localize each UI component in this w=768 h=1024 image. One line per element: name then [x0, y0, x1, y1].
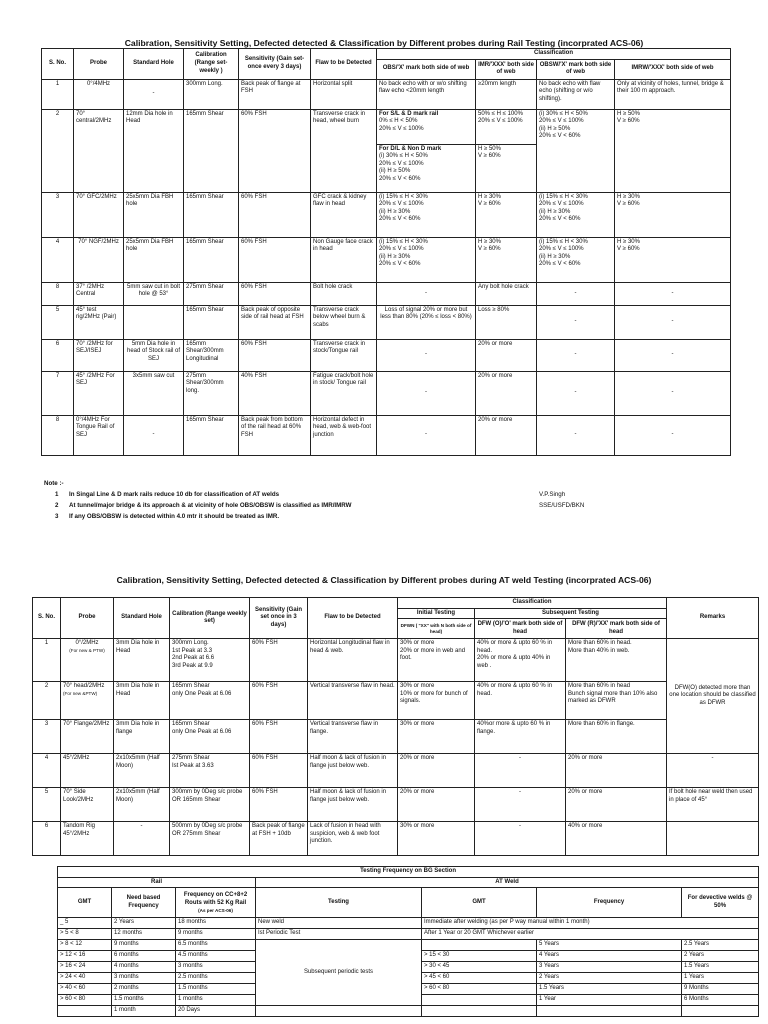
table-row — [42, 371, 731, 415]
cell-sno: 1 — [33, 639, 61, 682]
table-row — [42, 305, 731, 339]
cell-weld-gmt — [422, 940, 537, 951]
cell-calibration: 275mm Shear Ist Peak at 3.63 — [170, 754, 250, 788]
header-defective-welds: For devective welds @ 50% — [682, 888, 759, 918]
cell-calibration: 165mm Shear — [184, 192, 239, 237]
cell-flaw: Vertical transverse flaw in head. — [308, 682, 398, 720]
cell-sensitivity: 60% FSH — [239, 339, 311, 371]
cell-probe: 70° Flange/2MHz — [61, 720, 114, 754]
header-flaw: Flaw to be Detected — [311, 49, 377, 80]
cell-calibration: 165mm Shear — [184, 237, 239, 282]
cell-hole: 5mm saw cut in bolt hole @ 53° — [124, 282, 184, 305]
cell-obs: - — [377, 339, 476, 371]
header-probe: Probe — [74, 49, 124, 80]
cell-weld-gmt: > 30 < 45 — [422, 962, 537, 973]
table-row — [33, 682, 759, 720]
cell-flaw: Bolt hole crack — [311, 282, 377, 305]
cell-calibration: 165mm Shear — [184, 415, 239, 455]
cell-dfwo: - — [475, 754, 566, 788]
header-initial-testing: Initial Testing — [398, 608, 475, 619]
rail-type-label: For D/L & Non D mark — [379, 145, 442, 152]
header-testing: Testing — [256, 888, 422, 918]
header-imr: IMR/'XXX' both side of web — [476, 59, 537, 79]
cell-gmt: > 16 < 24 — [58, 962, 112, 973]
cell-hole: 3mm Dia hole in flange — [114, 720, 170, 754]
cell-calibration: 275mm Shear/300mm long. — [184, 371, 239, 415]
header-gmt: GMT — [58, 888, 112, 918]
header-sensitivity: Sensitivity (Gain set-once every 3 days) — [239, 49, 311, 80]
header-dfwo: DFW (O)/'O' mark both side of head — [475, 619, 566, 639]
cell-sensitivity: 60% FSH — [250, 754, 308, 788]
header-obs: OBS/'X' mark both side of web — [377, 59, 476, 79]
table-row — [42, 282, 731, 305]
cell-weld-frequency: 1.5 Years — [537, 984, 682, 995]
cell-hole: 3mm Dia hole in Head — [114, 639, 170, 682]
cell-imr: 50% ≤ H ≤ 100% 20% ≤ V ≤ 100% — [476, 109, 537, 144]
cell-sno: 4 — [42, 237, 74, 282]
cell-weld-frequency: After 1 Year or 20 GMT Whichever earlier — [422, 929, 759, 940]
cell-dfwn: 20% or more — [398, 754, 475, 788]
cell-sno: 3 — [33, 720, 61, 754]
cell-need-based: 6 months — [112, 951, 176, 962]
signatory-name: V.P.Singh — [539, 491, 566, 498]
cell-hole: 3mm Dia hole in Head — [114, 682, 170, 720]
cell-obs: Loss of signal 20% or more but less than 80% (20% ≤ loss < 80%) — [377, 305, 476, 339]
cell-hole: 5mm Dia hole in head of Stock rail of SEJ — [124, 339, 184, 371]
cell-probe: 0°/4MHz For Tongue Rail of SEJ — [74, 415, 124, 455]
cell-obs: (i) 15% ≤ H < 30% 20% ≤ V ≤ 100% (ii) H ≥ 30% 20% ≤ V < 60% — [377, 237, 476, 282]
header-sno: S. No. — [42, 49, 74, 80]
note-number: 2 — [55, 502, 59, 509]
note-item — [44, 511, 744, 522]
cell-dfwn: 30% or more — [398, 720, 475, 754]
cell-sno: 5 — [33, 788, 61, 822]
cell-dfwn: 20% or more — [398, 788, 475, 822]
cell-weld-frequency: 5 Years — [537, 940, 682, 951]
route-frequency-note: (As per ACS-06) — [198, 907, 233, 913]
header-route-frequency — [176, 888, 256, 918]
header-classification: Classification — [377, 49, 731, 60]
cell-obsw: - — [537, 282, 615, 305]
cell-need-based: 2 Years — [112, 918, 176, 929]
obs-range: 0% ≤ H < 50% 20% ≤ V ≤ 100% — [379, 118, 424, 132]
notes-heading: Note :- — [44, 480, 64, 487]
header-standard-hole: Standard Hole — [124, 49, 184, 80]
rail-header: Rail — [58, 877, 256, 888]
cell-dfwr: 20% or more — [566, 788, 667, 822]
cell-weld-frequency: Immediate after welding (as per P way manual within 1 month) — [422, 918, 759, 929]
cell-sensitivity: 60% FSH — [239, 109, 311, 192]
cell-obsw: (i) 15% ≤ H < 30% 20% ≤ V ≤ 100% (ii) H ≥ 30% 20% ≤ V < 60% — [537, 237, 615, 282]
cell-defective-frequency: 2.5 Years — [682, 940, 759, 951]
cell-flaw: Transverse crack below wheel burn & scabs — [311, 305, 377, 339]
weld-testing-title: Calibration, Sensitivity Setting, Defected detected & Classification by Different probes during AT weld Testing (incorprated ACS-06) — [116, 575, 652, 585]
cell-gmt: > 8 < 12 — [58, 940, 112, 951]
cell-dfwn: 30% or more 20% or more in web and foot. — [398, 639, 475, 682]
cell-imr: H ≥ 30% V ≥ 60% — [476, 192, 537, 237]
cell-obs: - — [377, 415, 476, 455]
table-row — [33, 788, 759, 822]
cell-dfwn: 30% or more 10% or more for bunch of signals. — [398, 682, 475, 720]
cell-probe: 45°/2MHz — [61, 754, 114, 788]
cell-dfwr: More than 60% in head. More than 40% in web. — [566, 639, 667, 682]
cell-gmt: > 60 < 80 — [58, 995, 112, 1006]
cell-probe: 0°/4MHz — [74, 79, 124, 109]
cell-gmt: > 12 < 16 — [58, 951, 112, 962]
route-frequency-label: Frequency on CC+8+2 Routs with 52 Kg Rail — [183, 892, 248, 906]
cell-flaw: Horizontal defect in head, web & web-foot junction — [311, 415, 377, 455]
cell-flaw: Horizontal split — [311, 79, 377, 109]
cell-sensitivity: Back peak from bottom of the rail head at 60% FSH — [239, 415, 311, 455]
table-row — [33, 720, 759, 754]
cell-obs: - — [377, 371, 476, 415]
cell-obsw: - — [537, 339, 615, 371]
cell-remark: DFW(O) detected more than one location should be classified as DFWR — [667, 639, 759, 754]
table-row — [33, 822, 759, 856]
cell-weld-frequency: 1 Year — [537, 995, 682, 1006]
notes — [44, 478, 744, 522]
rail-type-label: For S/L & D mark rail — [379, 110, 439, 117]
cell-sensitivity: 60% FSH — [250, 639, 308, 682]
cell-calibration: 165mm Shear/300mm Longitudinal — [184, 339, 239, 371]
cell-probe: 70° central/2MHz — [74, 109, 124, 192]
table-row — [42, 192, 731, 237]
cell-dfwr: 20% or more — [566, 754, 667, 788]
table-row — [42, 109, 731, 144]
cell-flaw: Half moon & lack of fusion in flange just below web. — [308, 788, 398, 822]
header-weld-frequency: Frequency — [537, 888, 682, 918]
cell-sensitivity: Back peak of opposite side of rail head at FSH — [239, 305, 311, 339]
cell-defective-frequency: 9 Months — [682, 984, 759, 995]
header-probe: Probe — [61, 598, 114, 639]
weld-header: AT Weld — [256, 877, 759, 888]
cell-imr: 20% or more — [476, 339, 537, 371]
cell-weld-gmt: > 60 < 80 — [422, 984, 537, 995]
cell-dfwr: 40% or more — [566, 822, 667, 856]
cell-probe: 70° Side Look/2MHz — [61, 788, 114, 822]
cell-route-frequency: 4.5 months — [176, 951, 256, 962]
cell-probe: 70° NGF/2MHz — [74, 237, 124, 282]
cell-sno: 3 — [42, 192, 74, 237]
cell-probe: 37° /2MHz Central — [74, 282, 124, 305]
cell-dfwr: More than 60% in head Bunch signal more than 10% also marked as DFWR — [566, 682, 667, 720]
cell-obsw: No back echo with flaw echo (shifting or w/o shifting). — [537, 79, 615, 109]
table-row — [33, 754, 759, 788]
header-standard-hole: Standard Hole — [114, 598, 170, 639]
cell-route-frequency: 20 Days — [176, 1006, 256, 1017]
cell-hole: 12mm Dia hole in Head — [124, 109, 184, 192]
cell-route-frequency: 2.5 months — [176, 973, 256, 984]
cell-hole: 2x10x5mm (Half Moon) — [114, 754, 170, 788]
cell-calibration: 165mm Shear only One Peak at 6.06 — [170, 720, 250, 754]
note-text: If any OBS/OBSW is detected within 4.0 mtr it should be treated as IMR. — [69, 513, 280, 520]
cell-hole: 25x5mm Dia FBH hole — [124, 237, 184, 282]
cell-sno: 2 — [42, 109, 74, 192]
table-row — [58, 918, 759, 929]
cell-hole: - — [114, 822, 170, 856]
cell-need-based: 2 months — [112, 984, 176, 995]
cell-probe: 70° /2MHz for SEJ/ISEJ — [74, 339, 124, 371]
cell-sno: 1 — [42, 79, 74, 109]
cell-weld-frequency: 3 Years — [537, 962, 682, 973]
cell-calibration: 500mm by 0Deg s/c probe OR 275mm Shear — [170, 822, 250, 856]
header-dfwr: DFW (R)/'XX' mark both side of head — [566, 619, 667, 639]
header-subsequent-testing: Subsequent Testing — [475, 608, 667, 619]
cell-calibration: 165mm Shear — [184, 109, 239, 192]
cell-testing: New weld — [256, 918, 422, 929]
cell-hole: 25x5mm Dia FBH hole — [124, 192, 184, 237]
cell-sno: 2 — [33, 682, 61, 720]
cell-defective-frequency: 1.5 Years — [682, 962, 759, 973]
cell-sensitivity: 60% FSH — [239, 282, 311, 305]
cell-dfwo: 40% or more & upto 60 % in head. — [475, 682, 566, 720]
cell-sensitivity: 60% FSH — [239, 192, 311, 237]
table-row — [58, 929, 759, 940]
cell-imr: H ≥ 30% V ≥ 60% — [476, 237, 537, 282]
probe-note: (For new &PTW) — [63, 690, 98, 696]
cell-obs — [377, 109, 476, 144]
cell-need-based: 12 months — [112, 929, 176, 940]
cell-sno: 6 — [42, 339, 74, 371]
cell-probe: 45° test rig/2MHz (Pair) — [74, 305, 124, 339]
note-text: At tunnel/major bridge & its approach & at vicinity of hole OBS/OBSW is classified as IMR/IMRW — [69, 502, 352, 509]
table-row — [42, 339, 731, 371]
cell-route-frequency: 18 months — [176, 918, 256, 929]
cell-imr: ≥20mm length — [476, 79, 537, 109]
rail-testing-title: Calibration, Sensitivity Setting, Defected detected & Classification by Different probes during Rail Testing (incorprated ACS-06) — [124, 38, 644, 48]
header-calibration: Calibration (Range set-weekly ) — [184, 49, 239, 80]
header-imrw: IMRW/'XXX' both side of web — [615, 59, 731, 79]
cell-gmt — [58, 1006, 112, 1017]
cell-imr: 20% or more — [476, 371, 537, 415]
cell-probe: 45° /2MHz For SEJ — [74, 371, 124, 415]
header-classification: Classification — [398, 598, 667, 609]
note-number: 1 — [55, 491, 59, 498]
cell-obs — [377, 144, 476, 192]
cell-sno: 4 — [33, 754, 61, 788]
cell-probe: Tandom Rig 45°/2MHz — [61, 822, 114, 856]
cell-imr: Loss ≥ 80% — [476, 305, 537, 339]
cell-defective-frequency: 6 Months — [682, 995, 759, 1006]
table-row — [42, 79, 731, 109]
note-text: In Singal Line & D mark rails reduce 10 db for classification of AT welds — [69, 491, 280, 498]
cell-imrw: - — [615, 415, 731, 455]
cell-hole: - — [124, 415, 184, 455]
cell-flaw: Non Gauge face crack in head — [311, 237, 377, 282]
cell-sensitivity: 60% FSH — [239, 237, 311, 282]
cell-flaw: Transverse crack in head, wheel burn — [311, 109, 377, 192]
cell-obs: - — [377, 282, 476, 305]
table-row — [42, 415, 731, 455]
cell-imr: 20% or more — [476, 415, 537, 455]
cell-dfwo: - — [475, 788, 566, 822]
table-row — [58, 1006, 759, 1017]
cell-sno: 6 — [33, 822, 61, 856]
header-weld-gmt: GMT — [422, 888, 537, 918]
cell-need-based: 3 months — [112, 973, 176, 984]
cell-weld-gmt: > 15 < 30 — [422, 951, 537, 962]
cell-route-frequency: 3 months — [176, 962, 256, 973]
cell-imrw: Only at vicinity of holes, tunnel, bridge & their 100 m approach. — [615, 79, 731, 109]
cell-calibration: 300mm Long. — [184, 79, 239, 109]
note-number: 3 — [55, 513, 59, 520]
cell-flaw: Lack of fusion in head with suspicion, web & web foot junction. — [308, 822, 398, 856]
header-need-based: Need based Frequency — [112, 888, 176, 918]
cell-flaw: GFC crack & kidney flaw in head — [311, 192, 377, 237]
cell-obsw: (i) 15% ≤ H < 30% 20% ≤ V ≤ 100% (ii) H ≥ 30% 20% ≤ V < 60% — [537, 192, 615, 237]
cell-sensitivity: 60% FSH — [250, 720, 308, 754]
cell-imr: Any bolt hole crack — [476, 282, 537, 305]
cell-probe: 70° GFC/2MHz — [74, 192, 124, 237]
cell-testing — [256, 1006, 422, 1017]
probe-label: 70° head/2MHz — [63, 683, 105, 690]
cell-defective-frequency: 2 Years — [682, 951, 759, 962]
cell-sensitivity: Back peak of flange at FSH + 10db — [250, 822, 308, 856]
probe-label: 0°/2MHz — [75, 640, 99, 647]
cell-sno: 8 — [42, 282, 74, 305]
cell-weld-frequency — [537, 1006, 682, 1017]
cell-sno: 8 — [42, 415, 74, 455]
cell-probe — [61, 639, 114, 682]
note-item — [44, 489, 744, 500]
cell-calibration: 300mm by 0Deg s/c probe OR 165mm Shear — [170, 788, 250, 822]
cell-imrw: - — [615, 282, 731, 305]
cell-calibration: 275mm Shear — [184, 282, 239, 305]
note-item — [44, 500, 744, 511]
cell-gmt: > 5 < 8 — [58, 929, 112, 940]
cell-imrw: H ≥ 30% V ≥ 60% — [615, 192, 731, 237]
table-row — [42, 237, 731, 282]
cell-dfwn: 30% or more — [398, 822, 475, 856]
cell-sensitivity: Back peak of flange at FSH — [239, 79, 311, 109]
signatory-designation: SSE/USFD/BKN — [539, 502, 585, 509]
cell-gmt: _ 5 — [58, 918, 112, 929]
cell-remark: - — [667, 754, 759, 788]
probe-note: (For new & PTW) — [69, 647, 105, 653]
cell-weld-gmt — [422, 1006, 537, 1017]
cell-flaw: Half moon & lack of fusion in flange just below web. — [308, 754, 398, 788]
cell-imrw: - — [615, 305, 731, 339]
cell-obsw: - — [537, 305, 615, 339]
cell-dfwo: 40%or more & upto 60 % in flange. — [475, 720, 566, 754]
cell-need-based: 4 months — [112, 962, 176, 973]
cell-weld-frequency: 4 Years — [537, 951, 682, 962]
obs-range: (i) 30% ≤ H < 50% 20% ≤ V ≤ 100% (ii) H ≥ 50% 20% ≤ V < 60% — [379, 153, 428, 182]
cell-probe — [61, 682, 114, 720]
cell-calibration: 165mm Shear — [184, 305, 239, 339]
rail-testing-table — [41, 48, 731, 456]
header-sensitivity: Sensitivity (Gain set once in 3 days) — [250, 598, 308, 639]
cell-obsw: (i) 30% ≤ H < 50% 20% ≤ V ≤ 100% (ii) H ≥ 50% 20% ≤ V < 60% — [537, 109, 615, 192]
weld-testing-table — [32, 597, 759, 856]
cell-calibration: 300mm Long. 1st Peak at 3.3 2nd Peak at 6.6 3rd Peak at 9.9 — [170, 639, 250, 682]
cell-dfwo: 40% or more & upto 60 % in head. 20% or more & upto 40% in web . — [475, 639, 566, 682]
cell-testing: Ist Periodic Test — [256, 929, 422, 940]
cell-obs: (i) 15% ≤ H < 30% 20% ≤ V ≤ 100% (ii) H ≥ 30% 20% ≤ V < 60% — [377, 192, 476, 237]
cell-route-frequency: 1.5 months — [176, 984, 256, 995]
cell-defective-frequency — [682, 1006, 759, 1017]
cell-remark: If bolt hole near weld then used in place of 45° — [667, 788, 759, 822]
header-dfwn: DFWN ( "XX" with N both side of head) — [398, 619, 475, 639]
header-flaw: Flaw to be Detected — [308, 598, 398, 639]
cell-flaw: Horizontal Longitudinal flaw in head & web. — [308, 639, 398, 682]
cell-imrw: - — [615, 371, 731, 415]
cell-dfwo: - — [475, 822, 566, 856]
cell-remark — [667, 822, 759, 856]
cell-need-based: 1.5 months — [112, 995, 176, 1006]
cell-sensitivity: 60% FSH — [250, 788, 308, 822]
cell-sno: 7 — [42, 371, 74, 415]
frequency-title: Testing Frequency on BG Section — [58, 867, 759, 878]
cell-dfwr: More than 60% in flange. — [566, 720, 667, 754]
table-row — [58, 940, 759, 951]
cell-flaw: Transverse crack in stock/Tongue rail — [311, 339, 377, 371]
cell-flaw: Fatigue crack/bolt hole in stock/ Tongue rail — [311, 371, 377, 415]
cell-need-based: 1 month — [112, 1006, 176, 1017]
cell-sensitivity: 40% FSH — [239, 371, 311, 415]
cell-obsw: - — [537, 371, 615, 415]
cell-flaw: Vertical transverse flaw in flange. — [308, 720, 398, 754]
cell-obsw: - — [537, 415, 615, 455]
header-sno: S. No. — [33, 598, 61, 639]
cell-weld-gmt — [422, 995, 537, 1006]
cell-imrw: H ≥ 30% V ≥ 60% — [615, 237, 731, 282]
cell-sensitivity: 60% FSH — [250, 682, 308, 720]
cell-subsequent-tests: Subsequent periodic tests — [256, 940, 422, 1006]
cell-defective-frequency: 1 Years — [682, 973, 759, 984]
table-row — [33, 639, 759, 682]
cell-route-frequency: 6.5 months — [176, 940, 256, 951]
cell-need-based: 9 months — [112, 940, 176, 951]
cell-obs: No back echo with or w/o shifting flaw echo <20mm length — [377, 79, 476, 109]
cell-hole: 3x5mm saw cut — [124, 371, 184, 415]
cell-hole: 2x10x5mm (Half Moon) — [114, 788, 170, 822]
cell-weld-frequency: 2 Years — [537, 973, 682, 984]
cell-gmt: > 40 < 60 — [58, 984, 112, 995]
cell-route-frequency: 9 months — [176, 929, 256, 940]
cell-imrw: H ≥ 50% V ≥ 60% — [615, 109, 731, 192]
testing-frequency-table — [57, 866, 759, 1017]
cell-hole — [124, 305, 184, 339]
header-obsw: OBSW/'X' mark both side of web — [537, 59, 615, 79]
cell-hole: - — [124, 79, 184, 109]
cell-gmt: > 24 < 40 — [58, 973, 112, 984]
cell-imr: H ≥ 50% V ≥ 60% — [476, 144, 537, 192]
cell-imrw: - — [615, 339, 731, 371]
cell-route-frequency: 1 months — [176, 995, 256, 1006]
cell-sno: 5 — [42, 305, 74, 339]
header-remarks: Remarks — [667, 598, 759, 639]
cell-calibration: 165mm Shear only One Peak at 6.06 — [170, 682, 250, 720]
header-calibration: Calibration (Range weekly set) — [170, 598, 250, 639]
cell-weld-gmt: > 45 < 60 — [422, 973, 537, 984]
